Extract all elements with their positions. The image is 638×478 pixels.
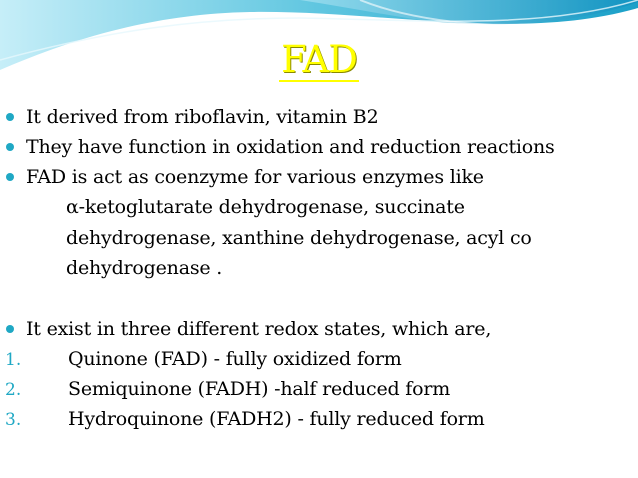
slide-title bbox=[0, 40, 638, 84]
bullet-icon bbox=[6, 143, 14, 151]
numbered-item-3: Hydroquinone (FADH2) - fully reduced form bbox=[68, 408, 485, 430]
list-number-1: 1. bbox=[5, 350, 22, 370]
bullet-icon bbox=[6, 113, 14, 121]
list-number-3: 3. bbox=[5, 410, 22, 430]
bullet-item-3-continuation-1: α-ketoglutarate dehydrogenase, succinate bbox=[66, 196, 465, 218]
numbered-item-1: Quinone (FAD) - fully oxidized form bbox=[68, 348, 402, 370]
numbered-item-2: Semiquinone (FADH) -half reduced form bbox=[68, 378, 451, 400]
bullet-item-4: It exist in three different redox states, which are, bbox=[26, 318, 492, 340]
bullet-icon bbox=[6, 173, 14, 181]
slide-title-text: FAD bbox=[281, 38, 357, 81]
bullet-item-3-continuation-2: dehydrogenase, xanthine dehydrogenase, acyl co bbox=[66, 227, 532, 249]
bullet-icon bbox=[6, 325, 14, 333]
bullet-item-3: FAD is act as coenzyme for various enzymes like bbox=[26, 166, 484, 188]
bullet-item-3-continuation-3: dehydrogenase . bbox=[66, 257, 223, 279]
bullet-item-2: They have function in oxidation and reduction reactions bbox=[26, 136, 555, 158]
bullet-item-1: It derived from riboflavin, vitamin B2 bbox=[26, 106, 379, 128]
list-number-2: 2. bbox=[5, 380, 22, 400]
